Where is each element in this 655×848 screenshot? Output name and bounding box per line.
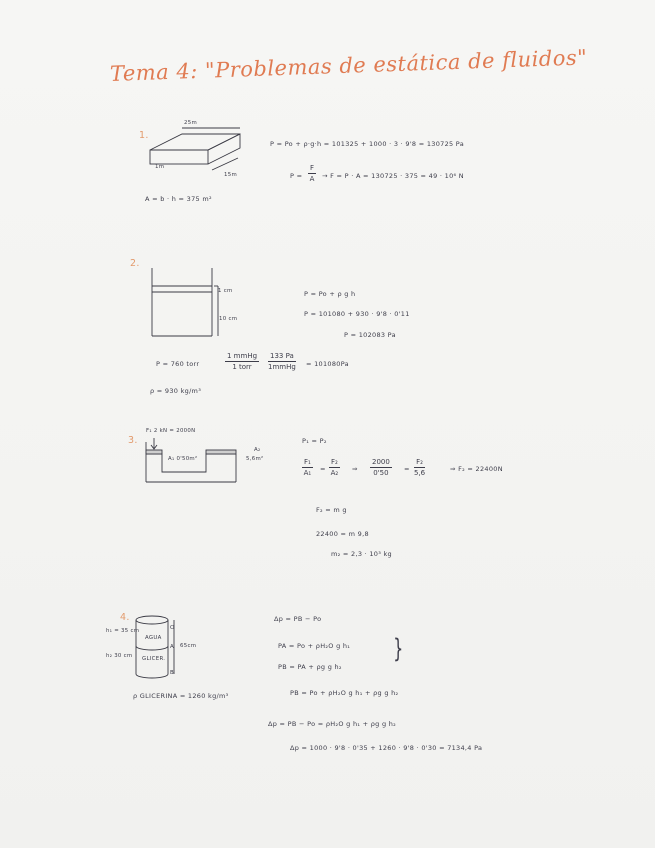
- problem-4-cylinder-diagram: [128, 614, 188, 684]
- problem-4-glycerin-label: GLICER.: [142, 656, 166, 662]
- problem-3-eq-mg2: 22400 = m 9,8: [316, 530, 369, 538]
- problem-1-dim-side: 15m: [224, 172, 238, 178]
- problem-3-arrow: ⇒: [352, 465, 358, 473]
- problem-3-frac-values: [370, 458, 392, 477]
- problem-3-result: ⇒ F₂ = 22400N: [450, 465, 503, 473]
- problem-3-frac-a2: A₂: [330, 469, 339, 477]
- problem-2-conv-frac-2-num: 133 Pa: [268, 352, 296, 362]
- problem-1-frac-den: A: [309, 175, 315, 183]
- problem-3-frac-050: 0'50: [373, 469, 389, 477]
- problem-3-frac-f2-b: F₂: [414, 458, 425, 468]
- problem-3-frac-f1-a1: [302, 458, 313, 477]
- problem-4-point-a: A: [170, 644, 174, 650]
- problem-3-frac-f2: F₂: [331, 458, 338, 466]
- problem-1-dim-top: 25m: [184, 120, 198, 126]
- problem-4-number: 4.: [120, 612, 130, 623]
- problem-3-eq-1: P₁ = P₂: [302, 437, 327, 445]
- problem-4-h1-label: h₁ = 35 cm: [106, 628, 140, 634]
- problem-2-conv-frac-2: [268, 352, 296, 371]
- problem-2-conv-frac-1-num: 1 mmHg: [227, 352, 258, 360]
- problem-2-conv-frac-2-den: 1mmHg: [268, 363, 296, 371]
- problem-4-brace: }: [393, 634, 404, 664]
- problem-1-fraction-f-over-a: [308, 164, 316, 183]
- problem-2-density: ρ = 930 kg/m³: [150, 387, 202, 395]
- problem-3-number: 3.: [128, 435, 138, 446]
- page-title: Tema 4: "Problemas de estática de fluidos": [109, 45, 588, 86]
- problem-3-frac-2000: 2000: [372, 458, 390, 466]
- problem-3-a1-label: A₁ 0'50m²: [168, 456, 198, 462]
- problem-3-frac-f2-56: [414, 458, 425, 477]
- problem-4-eq-6: Δp = 1000 · 9'8 · 0'35 + 1260 · 9'8 · 0'30 = 7134,4 Pa: [290, 744, 483, 752]
- problem-3-equals-2: =: [404, 465, 410, 473]
- problem-1-eq-pressure: P = Po + ρ·g·h = 101325 + 1000 · 3 · 9'8 = 130725 Pa: [270, 140, 465, 148]
- problem-4-point-o: O: [170, 625, 175, 631]
- problem-3-eq-mg: F₂ = m g: [316, 506, 347, 514]
- problem-3-frac-a1: A₁: [303, 469, 312, 477]
- problem-3-hydraulic-press-diagram: [140, 438, 250, 498]
- problem-4-total-label: 65cm: [180, 643, 197, 649]
- problem-3-a2-label-b: 5,6m²: [246, 456, 264, 462]
- problem-3-frac-56: 5,6: [414, 469, 426, 477]
- problem-4-eq-5: Δp = PB − Po = ρH₂O g h₁ + ρg g h₂: [268, 720, 397, 728]
- problem-2-eq-1: P = Po + ρ g h: [304, 290, 356, 298]
- problem-2-conv-left: P = 760 torr: [156, 360, 200, 368]
- problem-2-label-1cm: 1 cm: [218, 288, 233, 294]
- problem-1-area: A = b · h = 375 m²: [145, 195, 212, 203]
- problem-4-eq-2: PA = Po + ρH₂O g h₁: [278, 642, 351, 650]
- problem-3-force-label: F₁ 2 kN = 2000N: [146, 428, 196, 434]
- problem-2-conv-frac-1: [225, 352, 259, 371]
- problem-1-slab-diagram: [142, 120, 262, 190]
- problem-2-conv-result: = 101080Pa: [306, 360, 349, 368]
- problem-2-label-10cm: 10 cm: [219, 316, 238, 322]
- problem-3-eq-mass: m₂ = 2,3 · 10³ kg: [331, 550, 392, 558]
- problem-1-number: 1.: [139, 130, 149, 141]
- problem-2-eq-3: P = 102083 Pa: [344, 331, 396, 339]
- problem-2-conv-frac-1-den: 1 torr: [232, 363, 252, 371]
- problem-1-frac-num: F: [310, 164, 315, 172]
- problem-2-container-diagram: [148, 266, 228, 346]
- problem-1-dim-height: 1m: [155, 164, 165, 170]
- problem-4-eq-4: PB = Po + ρH₂O g h₁ + ρg g h₂: [290, 689, 399, 697]
- problem-4-point-b: B: [170, 670, 174, 676]
- problem-3-a2-label-a: A₂: [254, 447, 261, 453]
- problem-4-water-label: AGUA: [145, 635, 162, 641]
- problem-1-eq-force-left: P =: [290, 172, 303, 180]
- problem-3-frac-f2-a2: [329, 458, 340, 477]
- problem-4-eq-3: PB = PA + ρg g h₂: [278, 663, 342, 671]
- problem-2-number: 2.: [130, 258, 140, 269]
- problem-3-frac-f1: F₁: [304, 458, 311, 466]
- problem-4-density: ρ GLICERINA = 1260 kg/m³: [133, 692, 229, 700]
- problem-4-h2-label: h₂ 30 cm: [106, 653, 133, 659]
- problem-2-eq-2: P = 101080 + 930 · 9'8 · 0'11: [304, 310, 410, 318]
- problem-3-equals-1: =: [320, 465, 326, 473]
- problem-4-eq-1: Δp = PB − Po: [274, 615, 322, 623]
- problem-1-eq-force-right: → F = P · A = 130725 · 375 = 49 · 10⁶ N: [322, 172, 464, 180]
